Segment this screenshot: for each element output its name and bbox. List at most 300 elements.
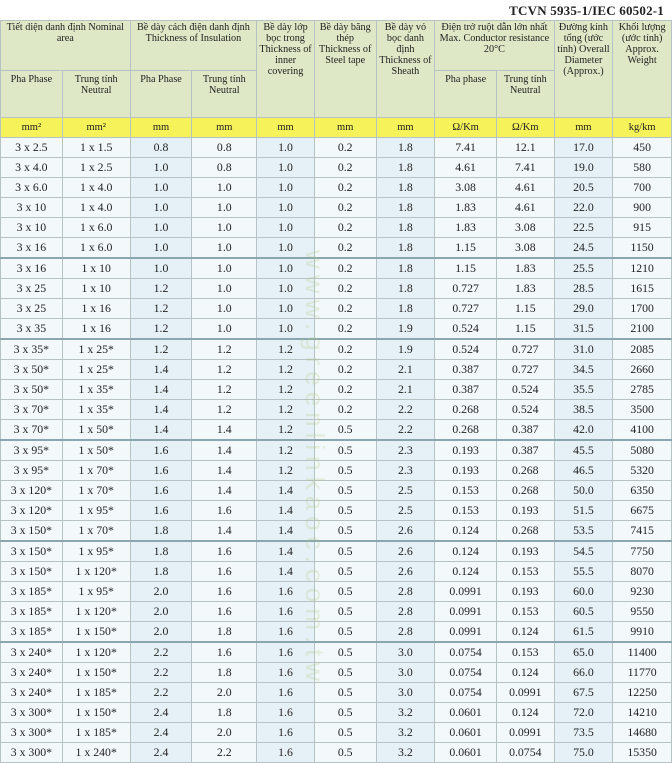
table-cell: 1.2: [257, 400, 315, 420]
table-cell: 22.5: [554, 218, 613, 238]
table-cell: 1.6: [192, 642, 257, 663]
table-cell: 1.6: [130, 461, 192, 481]
table-cell: 0.124: [496, 663, 554, 683]
table-cell: 60.0: [554, 582, 613, 602]
table-cell: 2.2: [130, 683, 192, 703]
header-steel-tape: Bề dày băng thép Thickness of Steel tape: [314, 21, 376, 118]
table-cell: 2.6: [376, 562, 435, 582]
table-cell: 3 x 50*: [1, 380, 63, 400]
table-row: [1, 380, 672, 400]
table-row: [1, 420, 672, 441]
table-cell: 1.6: [257, 602, 315, 622]
table-cell: 1.6: [192, 541, 257, 562]
table-cell: 1 x 4.0: [62, 198, 130, 218]
table-row: [1, 663, 672, 683]
table-cell: 0.5: [314, 723, 376, 743]
table-cell: 1.6: [257, 582, 315, 602]
table-cell: 0.124: [496, 622, 554, 643]
table-cell: 0.124: [435, 541, 497, 562]
header-weight: Khối lượng (ước tính) Approx. Weight: [613, 21, 672, 118]
unit-cell: mm²: [1, 118, 63, 138]
unit-cell: mm: [130, 118, 192, 138]
table-cell: 0.0754: [496, 743, 554, 763]
table-cell: 1.0: [257, 218, 315, 238]
header-ins-phase: Pha Phase: [130, 71, 192, 118]
table-cell: 1 x 150*: [62, 663, 130, 683]
watermark: www.greenlinkaoc.com.tw: [300, 250, 330, 688]
table-cell: 1 x 25*: [62, 339, 130, 360]
table-cell: 1 x 16: [62, 319, 130, 340]
table-row: [1, 481, 672, 501]
table-cell: 1.0: [192, 178, 257, 198]
table-cell: 25.5: [554, 258, 613, 279]
table-cell: 2100: [613, 319, 672, 340]
table-cell: 1 x 240*: [62, 743, 130, 763]
table-cell: 15350: [613, 743, 672, 763]
table-cell: 0.727: [496, 339, 554, 360]
unit-cell: Ω/Km: [435, 118, 497, 138]
header-res-phase: Pha phase: [435, 71, 497, 118]
table-cell: 2.2: [192, 743, 257, 763]
table-cell: 3 x 185*: [1, 582, 63, 602]
table-cell: 1 x 95*: [62, 541, 130, 562]
table-cell: 0.5: [314, 481, 376, 501]
table-cell: 0.193: [435, 440, 497, 461]
table-cell: 0.193: [496, 541, 554, 562]
table-cell: 3.0: [376, 642, 435, 663]
table-cell: 0.124: [435, 521, 497, 542]
table-cell: 2.6: [376, 521, 435, 542]
table-cell: 7415: [613, 521, 672, 542]
table-cell: 0.268: [435, 400, 497, 420]
table-cell: 1.0: [130, 218, 192, 238]
table-cell: 2085: [613, 339, 672, 360]
table-cell: 3 x 25: [1, 299, 63, 319]
table-cell: 1.2: [257, 420, 315, 441]
table-cell: 3 x 16: [1, 258, 63, 279]
table-cell: 1.2: [257, 461, 315, 481]
table-cell: 9910: [613, 622, 672, 643]
table-cell: 2.1: [376, 360, 435, 380]
table-cell: 0.2: [314, 380, 376, 400]
table-cell: 1.6: [257, 663, 315, 683]
table-cell: 1.6: [130, 440, 192, 461]
table-cell: 1 x 16: [62, 299, 130, 319]
table-cell: 1 x 185*: [62, 683, 130, 703]
table-cell: 1 x 70*: [62, 461, 130, 481]
table-cell: 1.8: [130, 541, 192, 562]
table-cell: 0.5: [314, 501, 376, 521]
table-cell: 1.2: [257, 360, 315, 380]
table-cell: 1.0: [130, 178, 192, 198]
unit-cell: mm: [376, 118, 435, 138]
table-cell: 1 x 35*: [62, 400, 130, 420]
table-cell: 1.0: [192, 258, 257, 279]
table-row: [1, 279, 672, 299]
table-cell: 1 x 95*: [62, 501, 130, 521]
table-cell: 2.0: [130, 602, 192, 622]
table-cell: 3.2: [376, 743, 435, 763]
table-cell: 1.83: [496, 279, 554, 299]
table-cell: 2.0: [192, 683, 257, 703]
table-cell: 0.0754: [435, 663, 497, 683]
table-cell: 0.2: [314, 138, 376, 158]
table-cell: 0.524: [496, 400, 554, 420]
table-cell: 1.4: [130, 400, 192, 420]
table-cell: 0.2: [314, 319, 376, 340]
table-cell: 1 x 6.0: [62, 218, 130, 238]
table-cell: 0.0754: [435, 642, 497, 663]
table-cell: 1.8: [376, 258, 435, 279]
table-cell: 0.2: [314, 218, 376, 238]
table-cell: 1.0: [257, 279, 315, 299]
table-cell: 2.4: [130, 703, 192, 723]
table-cell: 66.0: [554, 663, 613, 683]
table-cell: 54.5: [554, 541, 613, 562]
table-body: [1, 138, 672, 763]
table-cell: 0.0991: [496, 683, 554, 703]
header-res-neutral: Trung tính Neutral: [496, 71, 554, 118]
table-cell: 1.0: [257, 258, 315, 279]
table-cell: 0.2: [314, 360, 376, 380]
table-cell: 1.4: [257, 541, 315, 562]
table-cell: 0.5: [314, 663, 376, 683]
table-cell: 1.8: [192, 703, 257, 723]
unit-cell: kg/km: [613, 118, 672, 138]
table-cell: 3 x 70*: [1, 420, 63, 441]
table-cell: 0.268: [435, 420, 497, 441]
table-row: [1, 521, 672, 542]
table-row: [1, 642, 672, 663]
table-cell: 46.5: [554, 461, 613, 481]
table-cell: 8070: [613, 562, 672, 582]
table-cell: 0.727: [435, 299, 497, 319]
table-cell: 1.6: [192, 501, 257, 521]
table-row: [1, 319, 672, 340]
table-cell: 2.4: [130, 723, 192, 743]
table-cell: 0.5: [314, 420, 376, 441]
table-cell: 38.5: [554, 400, 613, 420]
table-cell: 31.5: [554, 319, 613, 340]
table-cell: 3 x 150*: [1, 521, 63, 542]
standard-title: TCVN 5935-1/IEC 60502-1: [509, 3, 664, 18]
table-cell: 1.8: [376, 238, 435, 259]
table-cell: 0.727: [496, 360, 554, 380]
table-row: [1, 743, 672, 763]
table-cell: 0.387: [435, 360, 497, 380]
table-cell: 0.5: [314, 582, 376, 602]
table-cell: 0.2: [314, 158, 376, 178]
table-cell: 0.0754: [435, 683, 497, 703]
table-cell: 3 x 300*: [1, 703, 63, 723]
table-cell: 14210: [613, 703, 672, 723]
table-cell: 450: [613, 138, 672, 158]
table-cell: 3.08: [435, 178, 497, 198]
table-cell: 0.524: [496, 380, 554, 400]
table-cell: 2.0: [130, 622, 192, 643]
table-cell: 42.0: [554, 420, 613, 441]
table-cell: 1.0: [257, 238, 315, 259]
table-cell: 0.5: [314, 622, 376, 643]
table-cell: 3 x 6.0: [1, 178, 63, 198]
table-cell: 2.4: [130, 743, 192, 763]
table-cell: 0.2: [314, 198, 376, 218]
table-cell: 1 x 50*: [62, 420, 130, 441]
table-cell: 2660: [613, 360, 672, 380]
table-cell: 1.6: [192, 562, 257, 582]
table-cell: 3 x 50*: [1, 360, 63, 380]
table-cell: 1150: [613, 238, 672, 259]
table-cell: 0.2: [314, 400, 376, 420]
table-cell: 0.8: [192, 158, 257, 178]
table-cell: 1.4: [257, 521, 315, 542]
header-area-neutral: Trung tính Neutral: [62, 71, 130, 118]
table-row: [1, 501, 672, 521]
table-cell: 1.0: [192, 198, 257, 218]
table-row: [1, 703, 672, 723]
table-cell: 3 x 300*: [1, 723, 63, 743]
table-cell: 55.5: [554, 562, 613, 582]
table-cell: 31.0: [554, 339, 613, 360]
table-cell: 0.2: [314, 258, 376, 279]
header-nominal-area: Tiết diện danh định Nominal area: [1, 21, 131, 71]
table-row: [1, 218, 672, 238]
table-cell: 3.0: [376, 663, 435, 683]
table-cell: 45.5: [554, 440, 613, 461]
table-cell: 4.61: [435, 158, 497, 178]
table-cell: 12250: [613, 683, 672, 703]
table-cell: 1.6: [257, 642, 315, 663]
table-cell: 1 x 10: [62, 258, 130, 279]
table-cell: 700: [613, 178, 672, 198]
table-cell: 0.2: [314, 339, 376, 360]
unit-cell: mm²: [62, 118, 130, 138]
table-cell: 1.0: [257, 319, 315, 340]
table-cell: 0.153: [496, 642, 554, 663]
table-cell: 1.0: [257, 178, 315, 198]
table-cell: 1 x 185*: [62, 723, 130, 743]
table-cell: 22.0: [554, 198, 613, 218]
table-cell: 1.2: [192, 380, 257, 400]
table-row: [1, 238, 672, 259]
header-sheath: Bề dày vỏ bọc danh định Thickness of Sheath: [376, 21, 435, 118]
table-cell: 0.5: [314, 642, 376, 663]
table-cell: 1 x 10: [62, 279, 130, 299]
table-cell: 1.0: [130, 158, 192, 178]
table-cell: 1.83: [435, 198, 497, 218]
table-cell: 1.4: [257, 562, 315, 582]
table-cell: 0.5: [314, 562, 376, 582]
header-resistance: Điện trở ruột dẫn lớn nhất Max. Conductor resistance 20°C: [435, 21, 554, 71]
table-cell: 0.124: [496, 703, 554, 723]
table-cell: 3 x 300*: [1, 743, 63, 763]
table-cell: 1 x 1.5: [62, 138, 130, 158]
table-cell: 1.4: [192, 521, 257, 542]
table-cell: 0.193: [435, 461, 497, 481]
table-cell: 3.0: [376, 683, 435, 703]
table-row: [1, 602, 672, 622]
table-cell: 1 x 120*: [62, 642, 130, 663]
table-row: [1, 138, 672, 158]
table-cell: 1.0: [257, 198, 315, 218]
table-cell: 2.2: [130, 663, 192, 683]
table-cell: 1.2: [257, 440, 315, 461]
table-cell: 1.4: [192, 481, 257, 501]
table-cell: 3 x 150*: [1, 541, 63, 562]
table-cell: 1.4: [130, 360, 192, 380]
table-cell: 3 x 10: [1, 218, 63, 238]
table-cell: 1.2: [192, 400, 257, 420]
table-cell: 915: [613, 218, 672, 238]
table-cell: 28.5: [554, 279, 613, 299]
table-cell: 1 x 120*: [62, 562, 130, 582]
table-cell: 3 x 70*: [1, 400, 63, 420]
table-cell: 1.15: [435, 238, 497, 259]
table-row: [1, 582, 672, 602]
table-cell: 61.5: [554, 622, 613, 643]
table-cell: 3.08: [496, 238, 554, 259]
table-cell: 0.0991: [435, 582, 497, 602]
table-cell: 3 x 95*: [1, 440, 63, 461]
table-cell: 5320: [613, 461, 672, 481]
header-diameter: Đường kính tổng (ước tính) Overall Diameter (Approx.): [554, 21, 613, 118]
table-cell: 73.5: [554, 723, 613, 743]
table-cell: 3 x 4.0: [1, 158, 63, 178]
table-cell: 1700: [613, 299, 672, 319]
table-cell: 1.2: [130, 279, 192, 299]
table-cell: 1.6: [192, 582, 257, 602]
table-cell: 3 x 185*: [1, 602, 63, 622]
table-cell: 0.5: [314, 703, 376, 723]
table-cell: 24.5: [554, 238, 613, 259]
table-cell: 1 x 25*: [62, 360, 130, 380]
table-cell: 0.153: [496, 562, 554, 582]
table-cell: 53.5: [554, 521, 613, 542]
table-cell: 0.5: [314, 541, 376, 562]
table-cell: 0.0991: [435, 602, 497, 622]
unit-cell: mm: [314, 118, 376, 138]
table-cell: 1.0: [192, 319, 257, 340]
table-cell: 3 x 95*: [1, 461, 63, 481]
table-cell: 0.0601: [435, 703, 497, 723]
table-cell: 1.9: [376, 319, 435, 340]
table-cell: 1.0: [192, 279, 257, 299]
table-cell: 1.8: [376, 218, 435, 238]
table-cell: 3500: [613, 400, 672, 420]
table-cell: 0.524: [435, 319, 497, 340]
table-cell: 5080: [613, 440, 672, 461]
table-cell: 1615: [613, 279, 672, 299]
table-cell: 1.4: [192, 461, 257, 481]
table-cell: 29.0: [554, 299, 613, 319]
table-cell: 0.153: [435, 501, 497, 521]
table-cell: 2.3: [376, 461, 435, 481]
table-cell: 72.0: [554, 703, 613, 723]
table-cell: 1.8: [376, 158, 435, 178]
table-cell: 2.2: [376, 400, 435, 420]
table-cell: 1.8: [130, 562, 192, 582]
table-cell: 67.5: [554, 683, 613, 703]
table-cell: 1.8: [192, 663, 257, 683]
table-row: [1, 562, 672, 582]
table-row: [1, 461, 672, 481]
table-cell: 1.6: [257, 622, 315, 643]
table-cell: 1.4: [192, 440, 257, 461]
table-cell: 1 x 120*: [62, 602, 130, 622]
table-cell: 1.2: [192, 339, 257, 360]
table-cell: 1.0: [257, 158, 315, 178]
table-cell: 1.0: [192, 238, 257, 259]
table-cell: 1 x 6.0: [62, 238, 130, 259]
table-cell: 2.8: [376, 602, 435, 622]
table-cell: 1.83: [435, 218, 497, 238]
table-row: [1, 299, 672, 319]
table-cell: 1.2: [130, 319, 192, 340]
table-cell: 1.6: [257, 723, 315, 743]
table-cell: 2.0: [192, 723, 257, 743]
table-cell: 0.268: [496, 461, 554, 481]
table-cell: 1.8: [376, 299, 435, 319]
header-insulation: Bề dày cách điện danh định Thickness of Insulation: [130, 21, 257, 71]
table-cell: 1 x 50*: [62, 440, 130, 461]
table-row: [1, 178, 672, 198]
table-cell: 1.4: [257, 481, 315, 501]
table-cell: 1.8: [376, 279, 435, 299]
table-cell: 3 x 150*: [1, 562, 63, 582]
table-cell: 2785: [613, 380, 672, 400]
table-cell: 3.08: [496, 218, 554, 238]
table-cell: 1.4: [257, 501, 315, 521]
table-cell: 0.387: [496, 420, 554, 441]
table-cell: 1.15: [435, 258, 497, 279]
table-cell: 1.6: [130, 481, 192, 501]
header-area-phase: Pha Phase: [1, 71, 63, 118]
table-cell: 20.5: [554, 178, 613, 198]
table-cell: 19.0: [554, 158, 613, 178]
table-cell: 7750: [613, 541, 672, 562]
table-cell: 1.15: [496, 299, 554, 319]
table-cell: 0.5: [314, 602, 376, 622]
table-cell: 1.0: [130, 238, 192, 259]
table-cell: 0.8: [192, 138, 257, 158]
table-cell: 1.6: [257, 703, 315, 723]
table-cell: 1.83: [496, 258, 554, 279]
unit-cell: mm: [192, 118, 257, 138]
table-row: [1, 622, 672, 643]
table-cell: 1.15: [496, 319, 554, 340]
table-cell: 0.2: [314, 178, 376, 198]
table-cell: 2.6: [376, 541, 435, 562]
table-cell: 3 x 10: [1, 198, 63, 218]
table-cell: 0.5: [314, 743, 376, 763]
table-cell: 0.0991: [496, 723, 554, 743]
table-cell: 1.9: [376, 339, 435, 360]
table-cell: 60.5: [554, 602, 613, 622]
table-cell: 1 x 150*: [62, 622, 130, 643]
table-cell: 0.268: [496, 481, 554, 501]
table-cell: 2.2: [130, 642, 192, 663]
table-cell: 3 x 185*: [1, 622, 63, 643]
table-cell: 3 x 240*: [1, 642, 63, 663]
table-cell: 1.6: [192, 602, 257, 622]
table-cell: 1.2: [257, 380, 315, 400]
table-cell: 34.5: [554, 360, 613, 380]
table-cell: 7.41: [496, 158, 554, 178]
table-cell: 1.0: [257, 299, 315, 319]
table-cell: 0.268: [496, 521, 554, 542]
table-cell: 1.0: [192, 218, 257, 238]
table-cell: 2.5: [376, 501, 435, 521]
